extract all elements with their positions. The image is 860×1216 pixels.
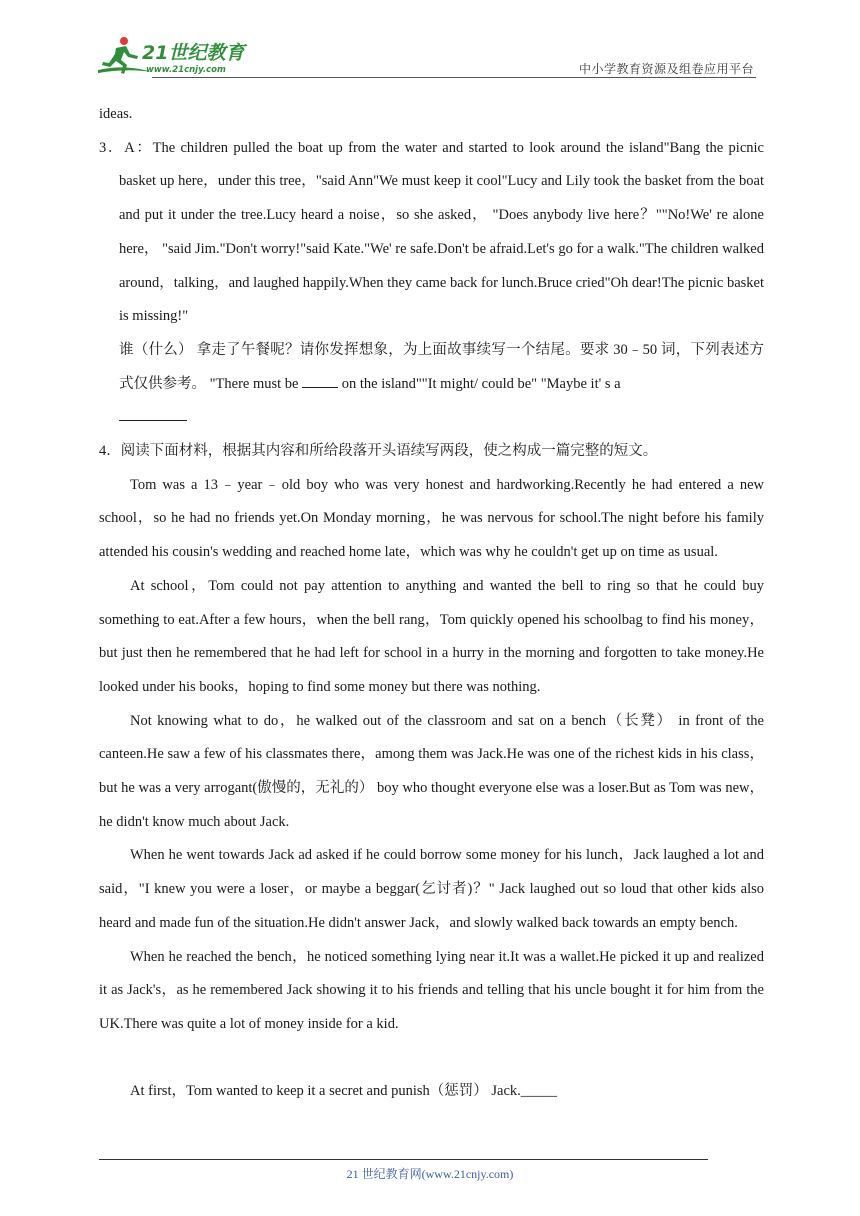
paragraph-4: When he went towards Jack ad asked if he could borrow some money for his lunch，Jack laughed a lot and said，"I knew you were a loser，or maybe a beggar(乞讨者)？" Jack laughed out so loud that other kids also heard and made fun of the situation.He didn't answer Jack，and slowly walked back towards an empty bench. xyxy=(99,847,764,931)
question-4-title: 4．阅读下面材料，根据其内容和所给段落开头语续写两段，使之构成一篇完整的短文。 xyxy=(99,443,658,460)
svg-text:21世纪教育: 21世纪教育 xyxy=(142,42,245,64)
question-3-text: 3．A：The children pulled the boat up from the water and started to look around the island"Bang the picnic basket up here，under this tree，"said Ann"We must keep it cool"Lucy and Lily took the basket from the boat and put it under the tree.Lucy heard a noise，so she asked， "Does anybody live here？""No!We' re alone here， "said Jim."Don't worry!"said Kate."We' re safe.Don't be afraid.Let's go for a walk."The children walked around，talking，and laughed happily.When they came back for lunch.Bruce cried"Oh dear!The picnic basket is missing!" xyxy=(99,139,764,325)
document-body xyxy=(99,98,764,1109)
question-3-prompt-start: 谁（什么） 拿走了午餐呢？请你发挥想象，为上面故事续写一个结尾。要求 30﹣50 词，下列表述方式仅供参考。 "There must be xyxy=(119,341,764,392)
page-header xyxy=(0,0,860,80)
continued-text: ideas. xyxy=(99,106,133,122)
continuation-prompt: At first，Tom wanted to keep it a secret and punish（惩罚） Jack._____ xyxy=(130,1083,558,1100)
question-3-prompt-mid: on the island""It might/ could be" "Maybe it' s a xyxy=(341,375,621,392)
spacer xyxy=(99,1042,764,1076)
paragraph-1: Tom was a 13﹣year﹣old boy who was very honest and hardworking.Recently he had entered a new school，so he had no friends yet.On Monday morning，he was nervous for school.The night before his family attended his cousin's wedding and reached home late，which was why he couldn't get up on time as usual. xyxy=(99,476,764,561)
inline-answer-blank[interactable] xyxy=(302,375,338,388)
site-logo xyxy=(96,34,256,78)
platform-tagline: 中小学教育资源及组卷应用平台 xyxy=(578,62,754,76)
runner-logo-icon xyxy=(96,34,256,78)
svg-text:www.21cnjy.com: www.21cnjy.com xyxy=(146,65,226,75)
paragraph-3: Not knowing what to do，he walked out of the classroom and sat on a bench（长凳） in front of the canteen.He saw a few of his classmates there，among them was Jack.He was one of the richest kids in his class，but he was a very arrogant(傲慢的，无礼的） boy who thought everyone else was a loser.But as Tom was new，he didn't know much about Jack. xyxy=(99,712,764,830)
footer-link[interactable]: 21 世纪教育网(www.21cnjy.com) xyxy=(346,1167,514,1181)
paragraph-2: At school，Tom could not pay attention to anything and wanted the bell to ring so that he could buy something to eat.After a few hours，when the bell rang，Tom quickly opened his schoolbag to find his money，but just then he remembered that he had left for school in a hurry in the morning and forgotten to take money.He looked under his books，hoping to find some money but there was nothing. xyxy=(99,577,764,695)
header-divider xyxy=(152,77,756,78)
answer-line-row xyxy=(99,401,764,435)
footer-divider xyxy=(99,1159,708,1160)
answer-blank[interactable] xyxy=(119,406,187,421)
question-3-prompt xyxy=(99,334,764,401)
paragraph-5: When he reached the bench，he noticed something lying near it.It was a wallet.He picked it up and realized it as Jack's，as he remembered Jack showing it to his friends and telling that his uncle bought it for him from the UK.There was quite a lot of money inside for a kid. xyxy=(99,948,764,1032)
